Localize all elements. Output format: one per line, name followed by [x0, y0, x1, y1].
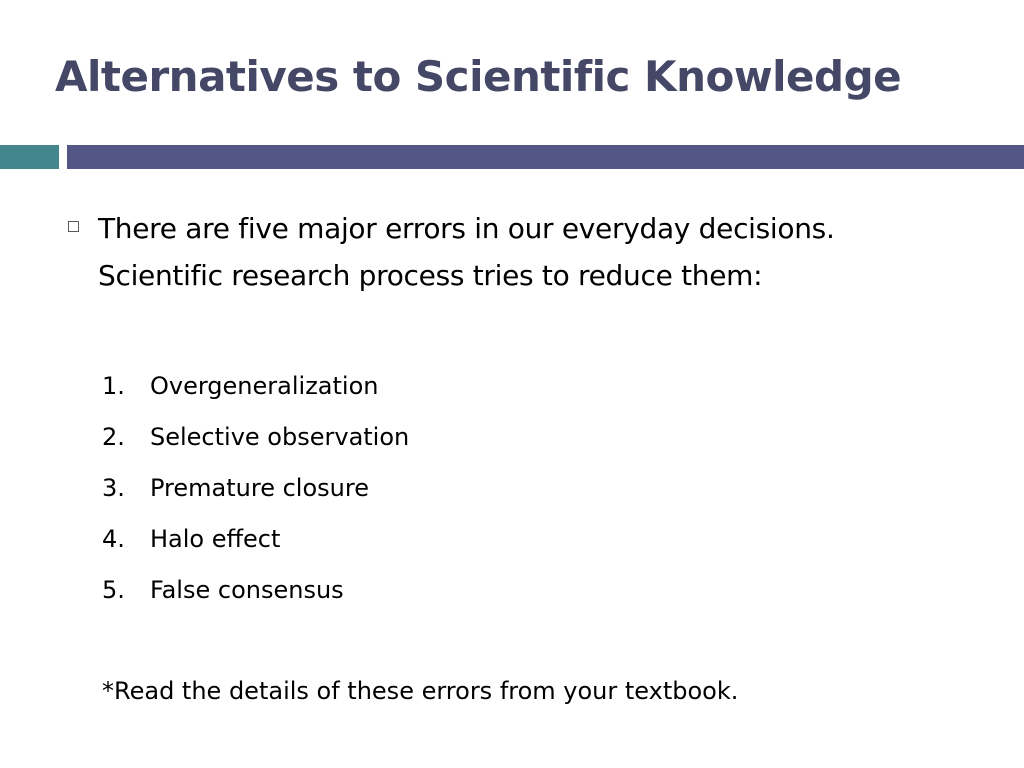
list-item-number: 4.: [102, 525, 125, 553]
title-accent-bar-purple: [67, 145, 1024, 169]
list-item: [102, 518, 409, 569]
list-item-number: 3.: [102, 474, 125, 502]
bullet-text: [98, 205, 998, 299]
bullet-line-2: Scientific research process tries to reduce them:: [98, 259, 763, 292]
list-item-number: 2.: [102, 423, 125, 451]
list-item-label: Selective observation: [150, 423, 410, 451]
list-item-label: False consensus: [150, 576, 344, 604]
list-item-label: Premature closure: [150, 474, 369, 502]
title-accent-bar-teal: [0, 145, 59, 169]
list-item-number: 1.: [102, 372, 125, 400]
bullet-line-1: There are five major errors in our everyday decisions.: [98, 212, 835, 245]
square-bullet-icon: [68, 221, 79, 232]
list-item-label: Halo effect: [150, 525, 281, 553]
list-item-label: Overgeneralization: [150, 372, 379, 400]
errors-list: [102, 365, 409, 620]
list-item-number: 5.: [102, 576, 125, 604]
slide-title: Alternatives to Scientific Knowledge: [55, 52, 902, 101]
list-item: [102, 569, 409, 620]
list-item: [102, 416, 409, 467]
list-item: [102, 365, 409, 416]
list-item: [102, 467, 409, 518]
textbook-note: *Read the details of these errors from your textbook.: [102, 677, 739, 705]
